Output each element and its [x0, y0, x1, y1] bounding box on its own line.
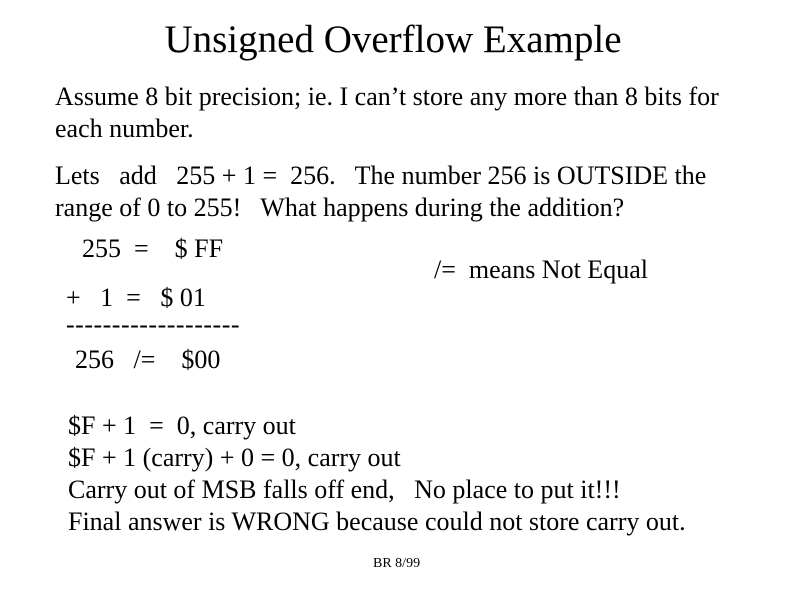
- calc-divider: -------------------: [66, 310, 241, 339]
- intro-line-2: each number.: [55, 114, 194, 143]
- explanation-line-2: $F + 1 (carry) + 0 = 0, carry out: [68, 443, 401, 472]
- explanation-line-4: Final answer is WRONG because could not store carry out.: [68, 507, 686, 536]
- calc-row-1: + 1 = $ 01: [66, 283, 206, 312]
- calc-row-256: 256 /= $00: [75, 345, 221, 374]
- explanation-line-3: Carry out of MSB falls off end, No place to put it!!!: [68, 475, 621, 504]
- slide-title: Unsigned Overflow Example: [164, 18, 622, 61]
- not-equal-note: /= means Not Equal: [434, 255, 648, 284]
- add-line-1: Lets add 255 + 1 = 256. The number 256 is OUTSIDE the: [55, 161, 707, 190]
- intro-line-1: Assume 8 bit precision; ie. I can’t store any more than 8 bits for: [55, 82, 719, 111]
- explanation-line-1: $F + 1 = 0, carry out: [68, 411, 296, 440]
- add-line-2: range of 0 to 255! What happens during the addition?: [55, 193, 625, 222]
- slide-footer: BR 8/99: [373, 556, 421, 571]
- calc-row-255: 255 = $ FF: [82, 234, 224, 263]
